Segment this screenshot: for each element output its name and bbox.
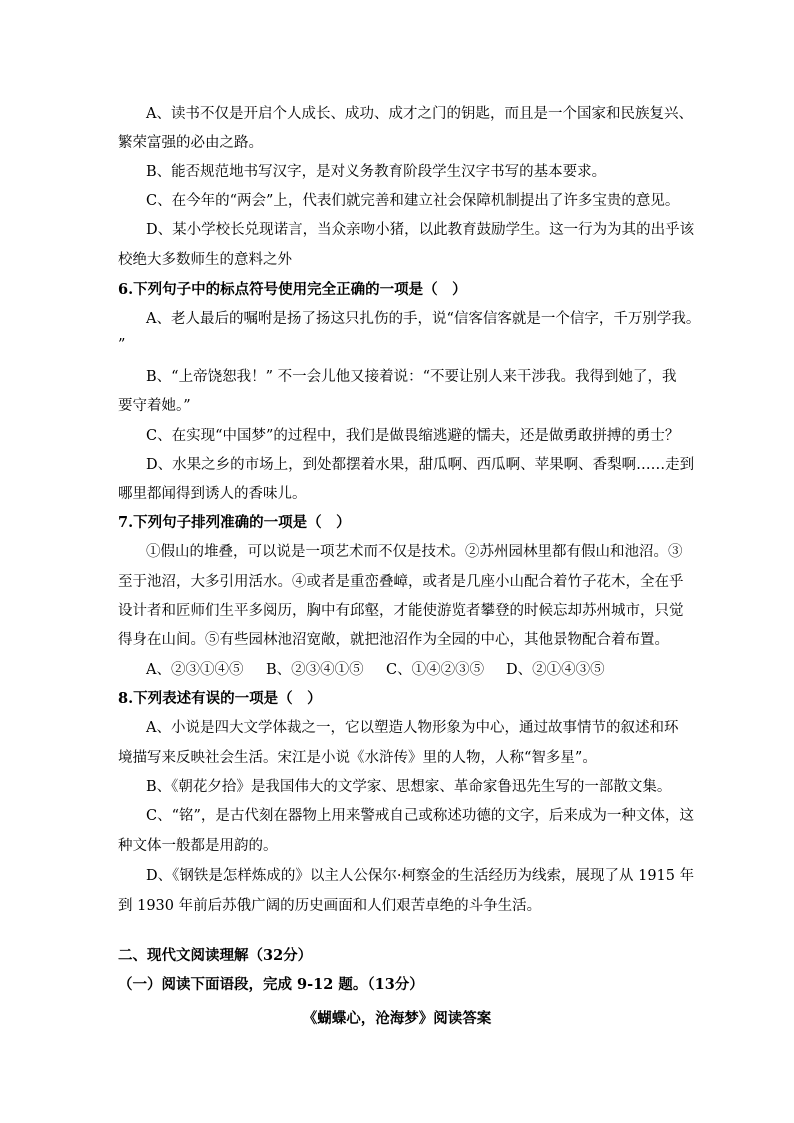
q7-option-d: D、②①④③⑤	[506, 662, 605, 678]
q8-option-a-line1: A、小说是四大文学体裁之一，它以塑造人物形象为中心，通过故事情节的叙述和环	[146, 720, 679, 736]
article-title: 《蝴蝶心，沧海梦》阅读答案	[302, 1010, 492, 1027]
q5-option-d-line1: D、某小学校长兑现诺言，当众亲吻小猪，以此教育鼓励学生。这一行为为其的出乎该	[146, 222, 695, 238]
q8-option-a-line2: 境描写来反映社会生活。宋江是小说《水浒传》里的人物，人称“智多星”。	[118, 750, 597, 766]
q5-option-b: B、能否规范地书写汉字，是对义务教育阶段学生汉字书写的基本要求。	[146, 164, 607, 180]
q7-passage-line2: 至于池沼，大多引用活水。④或者是重峦叠嶂，或者是几座小山配合着竹子花木，全在乎	[118, 574, 684, 590]
q7-passage-line4: 得身在山间。⑤有些园林池沼宽敞，就把池沼作为全园的中心，其他景物配合着布置。	[118, 632, 669, 648]
q7-passage-line1: ①假山的堆叠，可以说是一项艺术而不仅是技术。②苏州园林里都有假山和池沼。③	[146, 544, 683, 560]
q7-option-a: A、②③①④⑤	[146, 662, 244, 678]
q5-option-a-line1: A、读书不仅是开启个人成长、成功、成才之门的钥匙，而且是一个国家和民族复兴、	[146, 106, 693, 122]
q8-option-c-line1: C、“铭”，是古代刻在器物上用来警戒自己或称述功德的文字，后来成为一种文体，这	[146, 808, 694, 824]
q7-title: 7.下列句子排列准确的一项是（ ）	[118, 514, 351, 531]
q8-title: 8.下列表述有误的一项是（ ）	[118, 690, 322, 707]
q6-option-a-line2: ”	[118, 337, 126, 353]
q6-title: 6.下列句子中的标点符号使用完全正确的一项是（ ）	[118, 281, 467, 298]
q8-option-d-line1: D、《钢铁是怎样炼成的》以主人公保尔·柯察金的生活经历为线索，展现了从 1915 年	[146, 868, 695, 884]
section2-subtitle: （一）阅读下面语段，完成 9-12 题。（13分）	[118, 976, 424, 993]
q6-option-c: C、在实现“中国梦”的过程中，我们是做畏缩逃避的懦夫，还是做勇敢拼搏的勇士？	[146, 428, 680, 444]
q8-option-c-line2: 种文体一般都是用韵的。	[118, 838, 278, 854]
q6-option-a-line1: A、老人最后的嘱咐是扬了扬这只扎伤的手，说“信客信客就是一个信字，千万别学我。	[146, 311, 701, 327]
q6-option-d-line2: 哪里都闻得到诱人的香味儿。	[118, 486, 307, 502]
q6-option-b-line1: B、“上帝饶恕我！” 不一会儿他又接着说：“不要让别人来干涉我。我得到她了，我	[146, 369, 677, 385]
q5-option-a-line2: 繁荣富强的必由之路。	[118, 135, 263, 151]
q7-option-b: B、②③④①⑤	[266, 662, 364, 678]
section2-title: 二、现代文阅读理解（32分）	[118, 947, 313, 964]
q7-option-c: C、①④②③⑤	[386, 662, 485, 678]
q6-option-b-line2: 要守着她。”	[118, 398, 191, 414]
q5-option-c: C、在今年的“两会”上，代表们就完善和建立社会保障机制提出了许多宝贵的意见。	[146, 193, 680, 209]
q7-passage-line3: 设计者和匠师们生平多阅历，胸中有邱壑，才能使游览者攀登的时候忘却苏州城市，只觉	[118, 603, 684, 619]
q8-option-b: B、《朝花夕拾》是我国伟大的文学家、思想家、革命家鲁迅先生写的一部散文集。	[146, 779, 672, 795]
q8-option-d-line2: 到 1930 年前后苏俄广阔的历史画面和人们艰苦卓绝的斗争生活。	[118, 898, 542, 914]
q6-option-d-line1: D、水果之乡的市场上，到处都摆着水果，甜瓜啊、西瓜啊、苹果啊、香梨啊……走到	[146, 457, 695, 473]
q5-option-d-line2: 校绝大多数师生的意料之外	[118, 252, 292, 268]
